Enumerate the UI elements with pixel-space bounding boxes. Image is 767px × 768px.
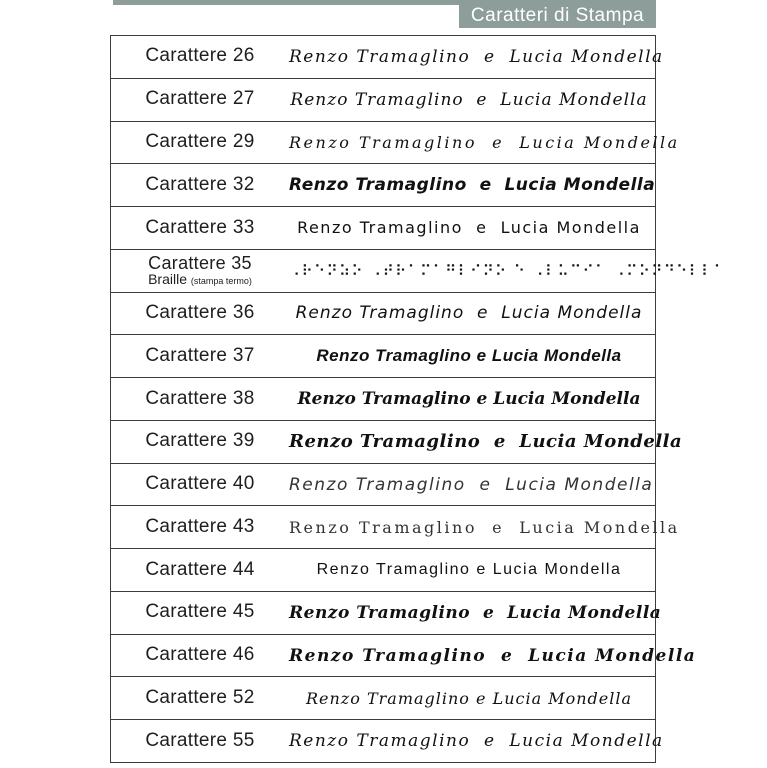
- font-sample: Renzo Tramaglino e Lucia Mondella: [289, 431, 683, 453]
- table-row: [111, 206, 655, 249]
- font-name-cell: [111, 175, 289, 196]
- font-sample: Renzo Tramaglino e Lucia Mondella: [297, 218, 641, 238]
- font-name-cell: [111, 389, 289, 410]
- page-title-box: [459, 3, 656, 28]
- font-name-cell: [111, 560, 289, 581]
- font-name-cell: [111, 688, 289, 709]
- font-sample: Renzo Tramaglino e Lucia Mondella: [289, 645, 697, 666]
- font-name-label: Carattere 52: [145, 686, 255, 708]
- font-sample: Renzo Tramaglino e Lucia Mondella: [297, 389, 641, 409]
- font-sample: Renzo Tramaglino e Lucia Mondella: [289, 132, 680, 152]
- table-row: [111, 78, 655, 121]
- font-name-label: Carattere 46: [145, 644, 255, 666]
- font-name-label: Carattere 55: [145, 729, 255, 751]
- font-name-label: Carattere 38: [145, 387, 255, 409]
- font-name-label: Carattere 44: [145, 558, 255, 580]
- font-name-cell: [111, 218, 289, 239]
- table-row: [111, 634, 697, 677]
- font-name-cell: [111, 346, 289, 367]
- font-name-cell: [111, 645, 289, 666]
- font-name-label: Carattere 45: [145, 601, 255, 623]
- font-sample: Renzo Tramaglino e Lucia Mondella: [305, 688, 633, 708]
- font-name-label: Carattere 35: [148, 253, 252, 274]
- font-name-label: Carattere 29: [145, 130, 255, 152]
- font-sample: Renzo Tramaglino e Lucia Mondella: [289, 46, 664, 67]
- table-row: [111, 121, 680, 164]
- font-sample: Renzo Tramaglino e Lucia Mondella: [289, 175, 656, 196]
- font-name-label: Carattere 32: [145, 173, 255, 195]
- font-sample: Renzo Tramaglino e Lucia Mondella: [289, 731, 664, 752]
- table-row: [111, 591, 662, 634]
- font-name-cell: [111, 303, 289, 324]
- table-row: [111, 334, 655, 377]
- font-name-cell: [111, 254, 289, 287]
- font-name-label: Carattere 43: [145, 515, 255, 537]
- table-row: [111, 420, 683, 463]
- table-row: [111, 249, 727, 292]
- table-row: [111, 676, 655, 719]
- font-name-label: Carattere 40: [145, 473, 255, 495]
- font-name-cell: [111, 46, 289, 67]
- table-row: [111, 463, 655, 506]
- font-sample: ⠠⠗⠑⠝⠵⠕ ⠠⠞⠗⠁⠍⠁⠛⠇⠊⠝⠕ ⠑ ⠠⠇⠥⠉⠊⠁ ⠠⠍⠕⠝⠙⠑⠇⠇⠁: [289, 261, 727, 280]
- font-name-label: Carattere 27: [145, 88, 255, 110]
- font-sample: Renzo Tramaglino e Lucia Mondella: [316, 561, 622, 579]
- font-name-cell: [111, 474, 289, 495]
- page-title: Caratteri di Stampa: [470, 4, 645, 26]
- font-sample: Renzo Tramaglino e Lucia Mondella: [290, 89, 648, 110]
- font-name-cell: [111, 89, 289, 110]
- table-row: [111, 505, 680, 548]
- font-name-sublabel: Braille (stampa termo): [148, 271, 252, 288]
- font-sample: Renzo Tramaglino e Lucia Mondella: [295, 303, 643, 324]
- font-sample: Renzo Tramaglino e Lucia Mondella: [289, 474, 654, 495]
- font-name-cell: [111, 602, 289, 623]
- font-sample: Renzo Tramaglino e Lucia Mondella: [289, 517, 680, 537]
- font-name-cell: [111, 132, 289, 153]
- font-name-cell: [111, 431, 289, 452]
- table-row: [111, 548, 655, 591]
- font-name-label: Carattere 39: [145, 430, 255, 452]
- font-name-label: Carattere 36: [145, 302, 255, 324]
- font-sample: Renzo Tramaglino e Lucia Mondella: [316, 346, 622, 366]
- font-sample: Renzo Tramaglino e Lucia Mondella: [289, 602, 662, 623]
- font-name-label: Carattere 26: [145, 45, 255, 67]
- table-row: [111, 377, 655, 420]
- font-specimen-table: [110, 35, 727, 763]
- table-row: [111, 163, 655, 206]
- table-row: [111, 719, 664, 762]
- font-name-cell: [111, 517, 289, 538]
- table-row: [111, 36, 664, 78]
- font-name-cell: [111, 731, 289, 752]
- table-row: [111, 292, 655, 335]
- font-name-label: Carattere 37: [145, 344, 255, 366]
- font-name-label: Carattere 33: [145, 216, 255, 238]
